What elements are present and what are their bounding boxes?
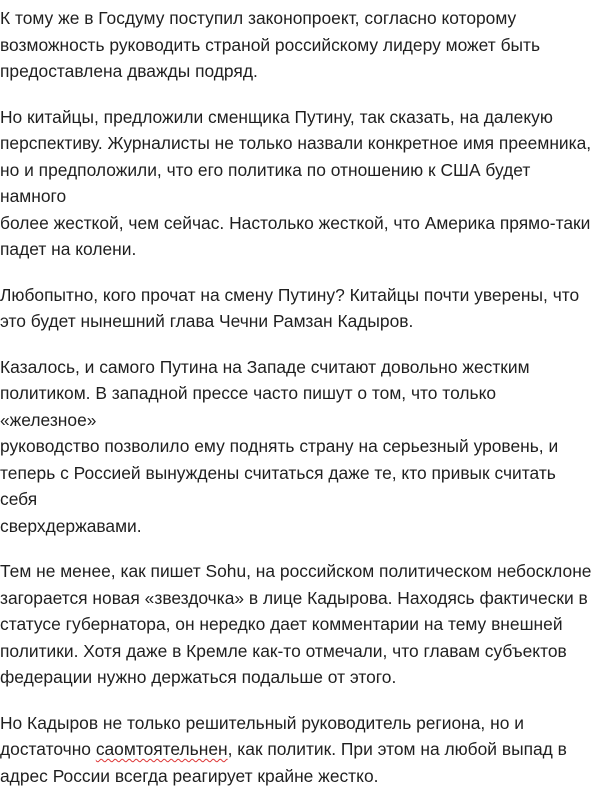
paragraph-1: К тому же в Госдуму поступил законопроект, согласно которому возможность руководить страной российскому лидеру может быть предоставлена дважды подряд. — [0, 5, 592, 85]
paragraph-4: Казалось, и самого Путина на Западе считают довольно жестким политиком. В западной прессе часто пишут о том, что только «железное» руководство позволило ему поднять страну на серьезный уровень, и теперь с Россией вынуждены считаться даже те, кто привык считать себя сверхдержавами. — [0, 354, 592, 540]
paragraph-5: Тем не менее, как пишет Sohu, на российском политическом небосклоне загорается новая «звездочка» в лице Кадырова. Находясь фактически в статусе губернатора, он нередко дает комментарии на тему внешней политики. Хотя даже в Кремле как-то отмечали, что главам субъектов федерации нужно держаться подальше от этого. — [0, 558, 592, 691]
paragraph-6 — [0, 710, 592, 789]
misspelled-word[interactable]: саомтоятельнен — [96, 739, 228, 759]
paragraph-3: Любопытно, кого прочат на смену Путину? Китайцы почти уверены, что это будет нынешний глава Чечни Рамзан Кадыров. — [0, 282, 592, 335]
paragraph-6-end: , как политик. При этом на любой выпад в адрес России всегда реагирует крайне жестко. — [0, 739, 567, 786]
paragraph-2: Но китайцы, предложили сменщика Путину, так сказать, на далекую перспективу. Журналисты не только назвали конкретное имя преемника, но и предположили, что его политика по отношению к США будет намного более жесткой, чем сейчас. Настолько жесткой, что Америка прямо-таки падет на колени. — [0, 104, 592, 263]
paragraph-6-start: Но Кадыров не только решительный руководитель региона, но и достаточно — [0, 713, 524, 760]
article-body — [0, 5, 600, 730]
